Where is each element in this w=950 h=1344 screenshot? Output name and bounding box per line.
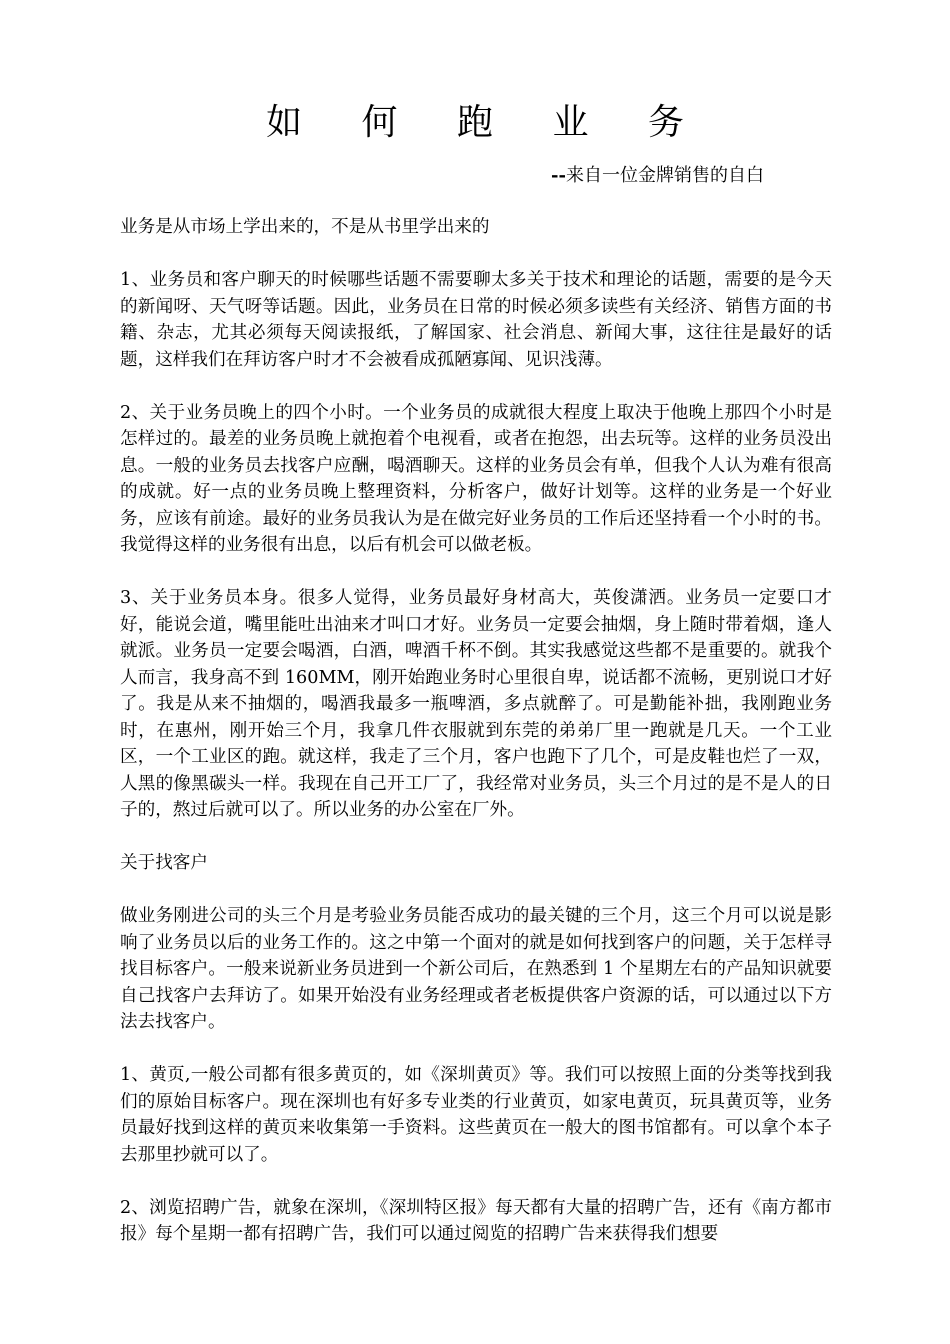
document-body xyxy=(120,214,832,1274)
page-subtitle xyxy=(551,164,764,188)
paragraph-point-3: 3、关于业务员本身。很多人觉得，业务员最好身材高大，英俊潇洒。业务员一定要口才好，能说会道，嘴里能吐出油来才叫口才好。业务员一定要会抽烟，身上随时带着烟，逢人就派。业务员一定要会喝酒，白酒，啤酒千杯不倒。其实我感觉这些都不是重要的。就我个人而言，我身高不到 160MM，刚开始跑业务时心里很自卑，说话都不流畅，更别说口才好了。我是从来不抽烟的，喝酒我最多一瓶啤酒，多点就醉了。可是勤能补拙，我刚跑业务时，在惠州，刚开始三个月，我拿几件衣服就到东莞的弟弟厂里一跑就是几天。一个工业区，一个工业区的跑。就这样，我走了三个月，客户也跑下了几个，可是皮鞋也烂了一双，人黑的像黑碳头一样。我现在自己开工厂了，我经常对业务员，头三个月过的是不是人的日子的，熬过后就可以了。所以业务的办公室在厂外。 xyxy=(120,588,832,820)
paragraph-intro: 业务是从市场上学出来的，不是从书里学出来的 xyxy=(120,217,490,237)
subtitle-text: 来自一位金牌销售的自白 xyxy=(565,165,764,186)
paragraph-point-1: 1、业务员和客户聊天的时候哪些话题不需要聊太多关于技术和理论的话题，需要的是今天的新闻呀、天气呀等话题。因此，业务员在日常的时候必须多读些有关经济、销售方面的书籍、杂志，尤其必须每天阅读报纸，了解国家、社会消息、新闻大事，这往往是最好的话题，这样我们在拜访客户时才不会被看成孤陋寡闻、见识浅薄。 xyxy=(120,270,832,370)
paragraph-find-customers-intro: 做业务刚进公司的头三个月是考验业务员能否成功的最关键的三个月，这三个月可以说是影响了业务员以后的业务工作的。这之中第一个面对的就是如何找到客户的问题，关于怎样寻找目标客户。一般来说新业务员进到一个新公司后，在熟悉到 1 个星期左右的产品知识就要自己找客户去拜访了。如果开始没有业务经理或者老板提供客户资源的话，可以通过以下方法去找客户。 xyxy=(120,906,832,1032)
section-heading-find-customers: 关于找客户 xyxy=(120,853,208,873)
subtitle-dash: -- xyxy=(551,165,566,186)
paragraph-method-2: 2、浏览招聘广告，就象在深圳，《深圳特区报》每天都有大量的招聘广告，还有《南方都市报》每个星期一都有招聘广告，我们可以通过阅览的招聘广告来获得我们想要 xyxy=(120,1197,832,1244)
page-title: 如 何 跑 业 务 xyxy=(266,102,708,143)
paragraph-point-2: 2、关于业务员晚上的四个小时。一个业务员的成就很大程度上取决于他晚上那四个小时是怎样过的。最差的业务员晚上就抱着个电视看，或者在抱怨，出去玩等。这样的业务员没出息。一般的业务员去找客户应酬，喝酒聊天。这样的业务员会有单，但我个人认为难有很高的成就。好一点的业务员晚上整理资料，分析客户，做好计划等。这样的业务是一个好业务，应该有前途。最好的业务员我认为是在做完好业务员的工作后还坚持看一个小时的书。我觉得这样的业务很有出息，以后有机会可以做老板。 xyxy=(120,402,832,555)
paragraph-method-1: 1、黄页,一般公司都有很多黄页的，如《深圳黄页》等。我们可以按照上面的分类等找到我们的原始目标客户。现在深圳也有好多专业类的行业黄页，如家电黄页，玩具黄页等，业务员最好找到这样的黄页来收集第一手资料。这些黄页在一般大的图书馆都有。可以拿个本子去那里抄就可以了。 xyxy=(120,1065,832,1165)
